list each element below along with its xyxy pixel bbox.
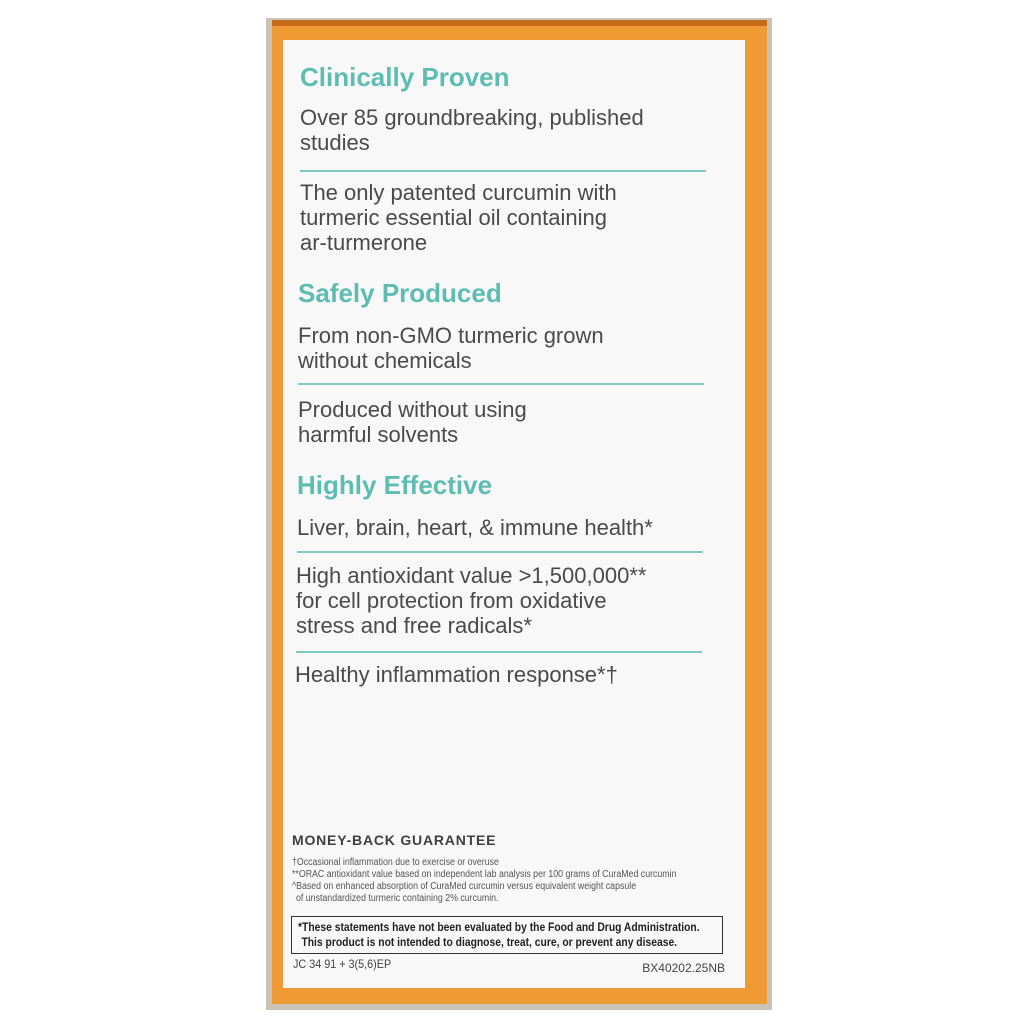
claim-published-studies: Over 85 groundbreaking, published studies bbox=[300, 105, 644, 155]
divider bbox=[298, 383, 704, 385]
divider bbox=[300, 170, 706, 172]
divider bbox=[297, 551, 703, 553]
claim-inflammation: Healthy inflammation response*† bbox=[295, 662, 618, 687]
product-code-left: JC 34 91 + 3(5,6)EP bbox=[293, 957, 392, 971]
footnote-absorption-cont: of unstandardized turmeric containing 2% curcumin. bbox=[296, 893, 499, 904]
section-heading-clinically-proven: Clinically Proven bbox=[300, 62, 510, 92]
label-panel bbox=[283, 40, 745, 988]
section-heading-safely-produced: Safely Produced bbox=[298, 278, 502, 308]
fda-disclaimer-box bbox=[291, 916, 723, 954]
product-code-right: BX40202.25NB bbox=[642, 961, 725, 975]
divider bbox=[296, 651, 702, 653]
footnote-absorption: ^Based on enhanced absorption of CuraMed curcumin versus equivalent weight capsule bbox=[292, 881, 637, 892]
footnote-inflammation: †Occasional inflammation due to exercise or overuse bbox=[292, 857, 499, 868]
fda-disclaimer-line-2: This product is not intended to diagnose, treat, cure, or prevent any disease. bbox=[301, 935, 678, 949]
claim-patented-curcumin: The only patented curcumin with turmeric essential oil containing ar-turmerone bbox=[300, 180, 617, 255]
money-back-guarantee: MONEY-BACK GUARANTEE bbox=[292, 832, 497, 848]
claim-organ-health: Liver, brain, heart, & immune health* bbox=[297, 515, 653, 540]
claim-no-solvents: Produced without using harmful solvents bbox=[298, 397, 527, 447]
claim-antioxidant: High antioxidant value >1,500,000** for cell protection from oxidative stress and free radicals* bbox=[296, 563, 647, 638]
fda-disclaimer-line-1: *These statements have not been evaluated by the Food and Drug Administration. bbox=[298, 920, 700, 934]
section-heading-highly-effective: Highly Effective bbox=[297, 470, 493, 500]
box-top-edge bbox=[272, 20, 767, 26]
claim-non-gmo: From non-GMO turmeric grown without chemicals bbox=[298, 323, 604, 373]
footnote-orac: **ORAC antioxidant value based on independent lab analysis per 100 grams of CuraMed curcumin bbox=[292, 869, 677, 880]
